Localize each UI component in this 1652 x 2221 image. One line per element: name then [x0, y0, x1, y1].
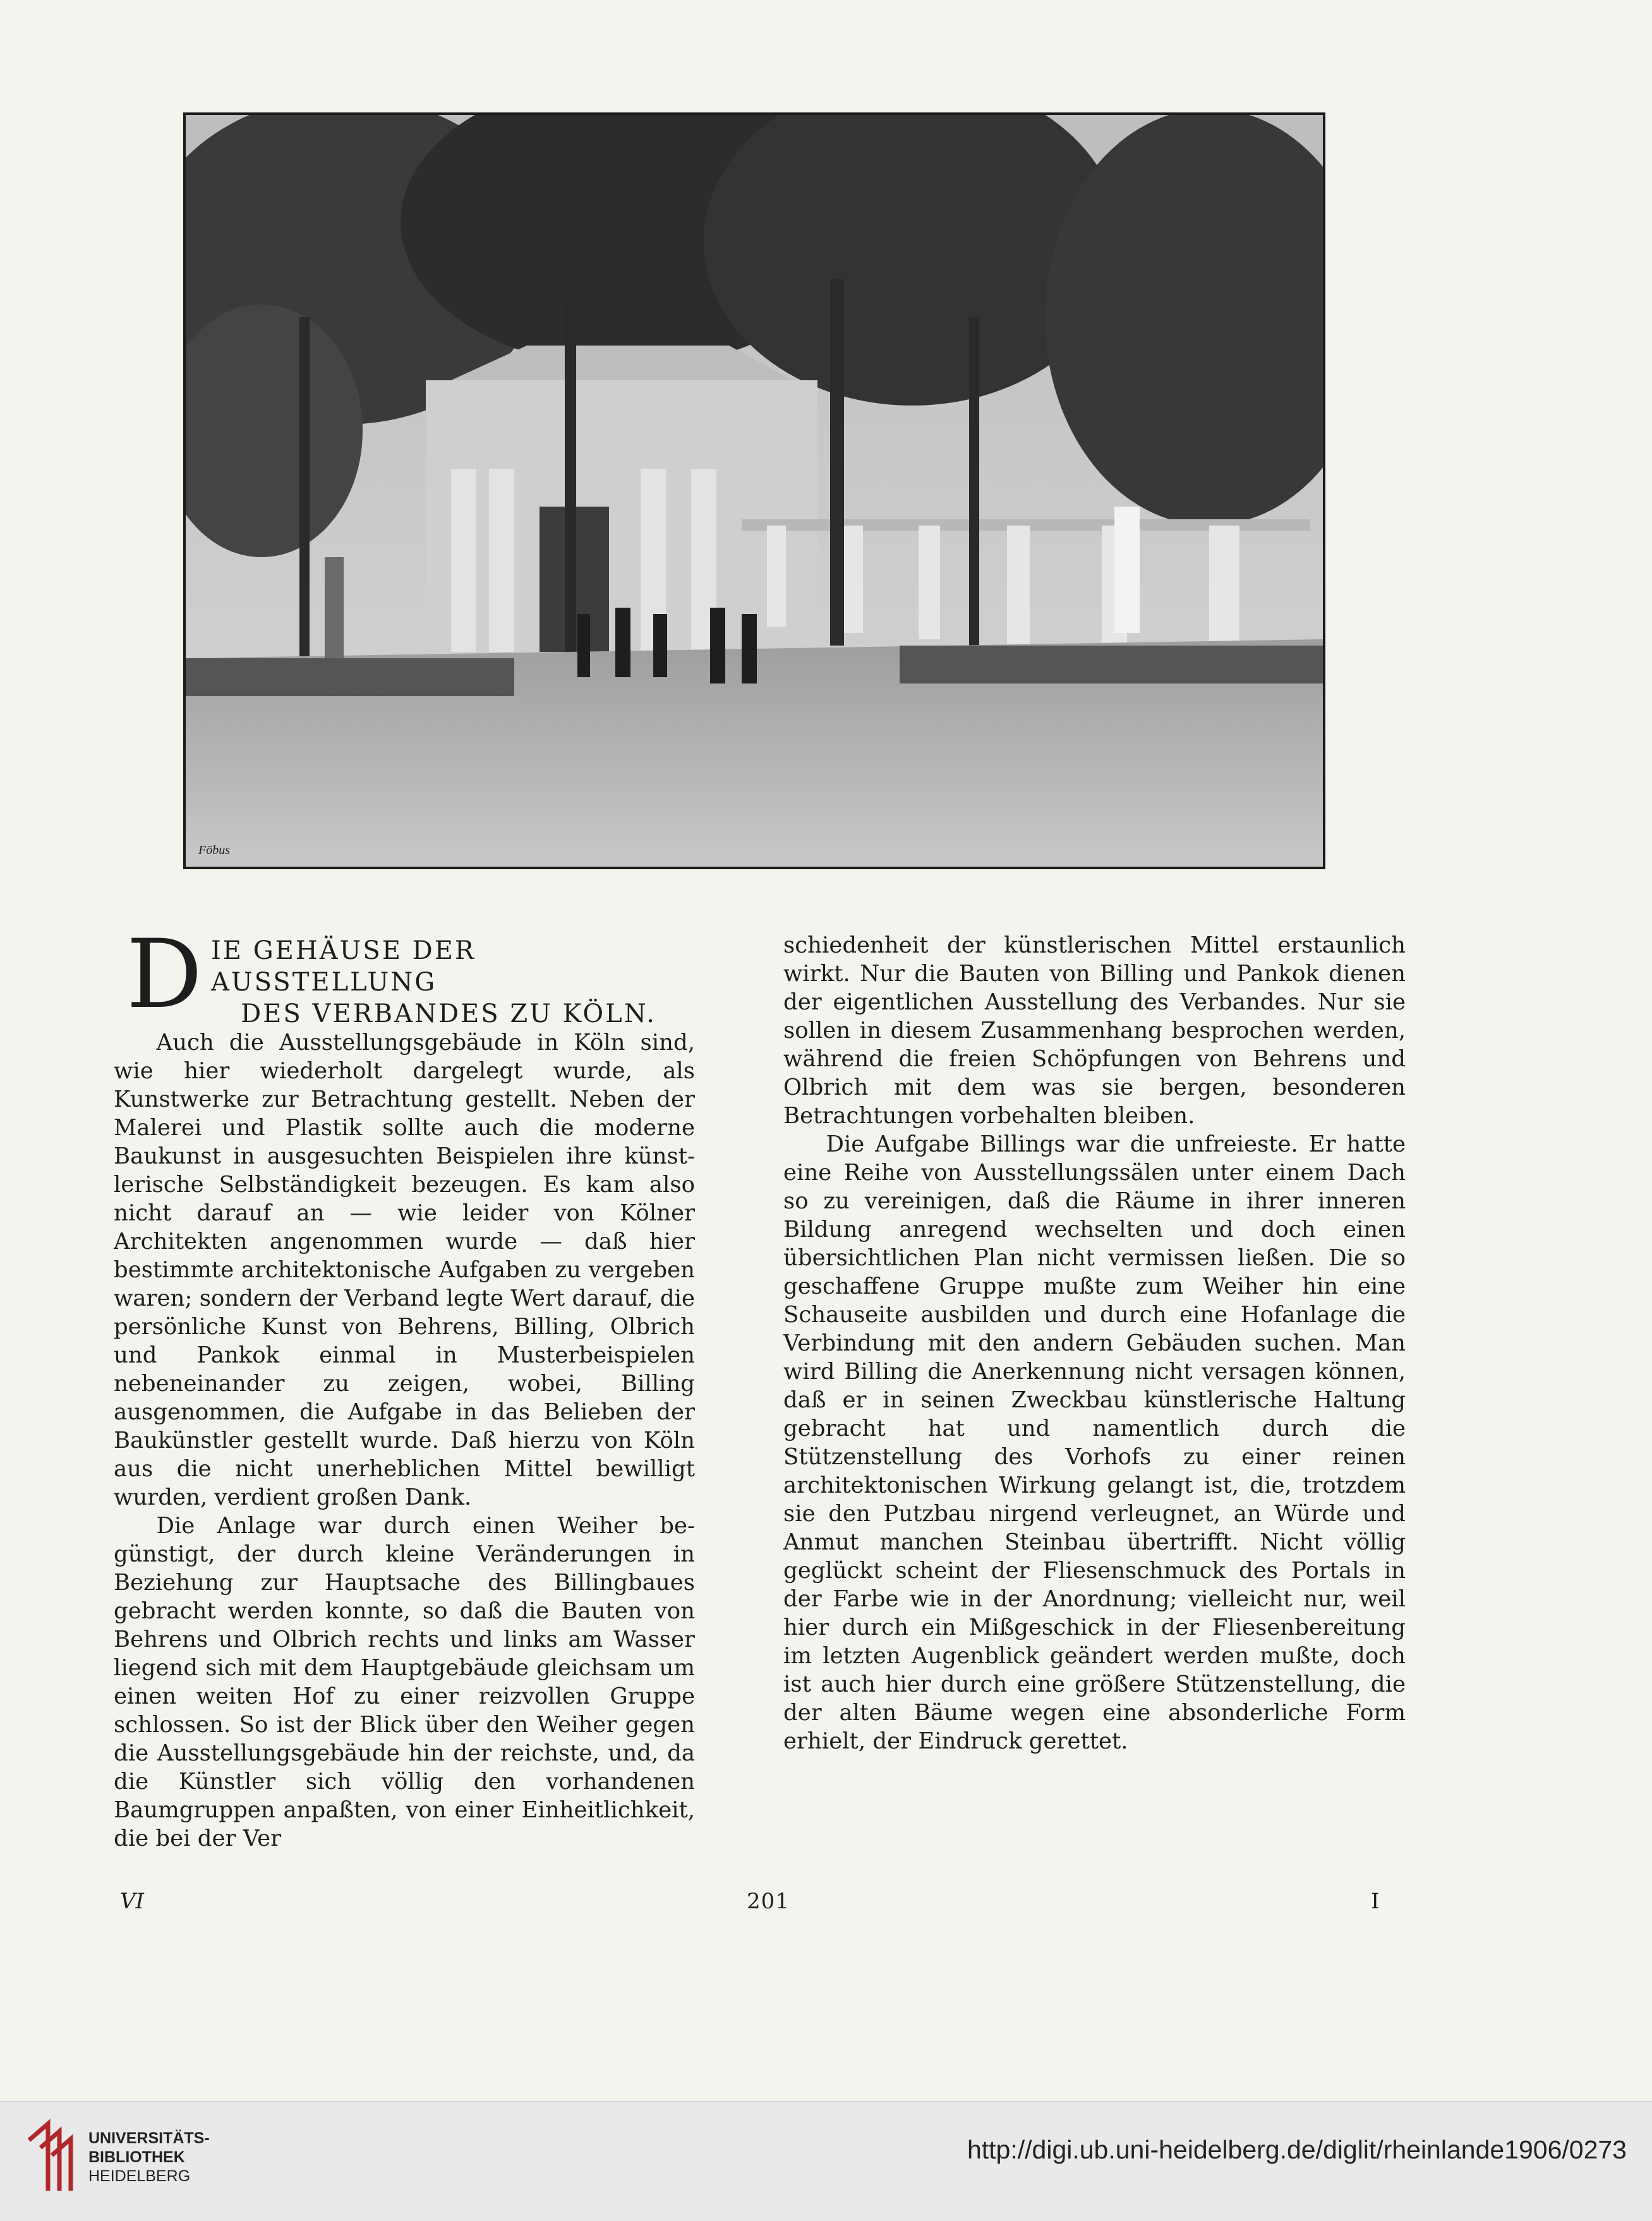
library-name-line-2: BIBLIOTHEK	[88, 2148, 185, 2166]
left-column	[114, 920, 695, 1853]
drop-cap: D	[126, 920, 203, 1030]
exhibition-photo	[183, 112, 1325, 869]
library-bar	[0, 2101, 1652, 2221]
library-name-line-3: HEIDELBERG	[88, 2167, 191, 2185]
paragraph: schiedenheit der künstlerischen Mittel erstaunlich wirkt. Nur die Bauten von Billing und Pankok dienen der eigentlichen Ausstellung des Verbandes. Nur sie sollen in diesem Zusammenhang besprochen werden, während die freien Schöpfungen von Behrens und Olbrich mit dem was sie bergen, besonderen Betrachtungen vorbehalten bleiben.	[783, 932, 1406, 1129]
paragraph: Die Aufgabe Billings war die unfreieste. Er hatte eine Reihe von Ausstellungssälen unter einem Dach so zu vereinigen, daß die Räume in ihrer inneren Bildung anregend wechselten und doch einen übersichtlichen Plan nicht vermissen ließen. Die so geschaffene Gruppe mußte zum Weiher hin eine Schauseite ausbilden und durch eine Hofanlage die Verbindung mit den andern Gebäuden suchen. Man wird Billing die Anerkennung nicht versagen können, daß er in seinen Zweckbau künstlerische Haltung gebracht hat und namentlich durch die Stützenstellung des Vorhofs zu einer reinen architektonischen Wirkung gelangt ist, die, trotzdem sie den Putzbau nirgend verleugnet, an Würde und Anmut manchen Steinbau übertrifft. Nicht völlig geglückt scheint der Fliesenschmuck des Portals in der Farbe wie in der Anordnung; vielleicht nur, weil hier durch ein Mißgeschick in der Fliesenbereitung im letzten Augenblick geändert werden mußte, doch ist auch hier durch eine größere Stützenstellung, die der alten Bäume wegen eine absonderliche Form erhielt, der Eindruck gerettet.	[783, 1131, 1406, 1754]
sheet-mark: I	[1371, 1889, 1380, 1914]
heading-text	[196, 935, 701, 1030]
heading-line-1: IE GEHÄUSE DER AUSSTELLUNG	[211, 936, 476, 997]
photo-illustration	[186, 115, 1323, 867]
photo-signature: Föbus	[198, 843, 230, 857]
library-name[interactable]	[88, 2129, 210, 2186]
sheet-signature: VI	[120, 1889, 144, 1914]
right-column	[783, 931, 1406, 1755]
paragraph: Auch die Ausstellungsgebäude in Köln sind, wie hier wiederholt dargelegt wurde, als Kunstwerke zur Betrachtung gestellt. Neben der Malerei und Plastik sollte auch die moderne Baukunst in ausgesuchten Beispielen ihre künstlerische Selbständigkeit bezeugen. Es kam also nicht darauf an — wie leider von Kölner Architekten angenommen wurde — daß hier bestimmte architektonische Aufgaben zu vergeben waren; sondern der Verband legte Wert darauf, die persönliche Kunst von Behrens, Billing, Olbrich und Pankok einmal in Musterbeispielen nebeneinander zu zeigen, wobei, Billing ausgenommen, die Aufgabe in das Belieben der Baukünstler gestellt wurde. Daß hierzu von Köln aus die nicht unerheblichen Mittel bewilligt wurden, verdient großen Dank.	[114, 1030, 695, 1510]
paragraph: Die Anlage war durch einen Weiher begünstigt, der durch kleine Veränderungen in Beziehung zur Hauptsache des Billingbaues gebracht werden konnte, so daß die Bauten von Behrens und Olbrich rechts und links am Wasser liegend sich mit dem Hauptgebäude gleichsam um einen weiten Hof zu einer reizvollen Gruppe schlossen. So ist der Blick über den Weiher gegen die Ausstellungsgebäude hin der reichste, und, da die Künstler sich völlig den vorhandenen Baumgruppen anpaßten, von einer Einheitlichkeit, die bei der Ver	[114, 1513, 695, 1851]
library-name-line-1: UNIVERSITÄTS-	[88, 2129, 210, 2147]
article-heading	[114, 920, 695, 1030]
heading-line-2: DES VERBANDES ZU KÖLN.	[241, 999, 656, 1028]
university-library-logo-icon[interactable]	[23, 2115, 77, 2197]
page-number: 201	[747, 1889, 790, 1914]
document-url-link[interactable]: http://digi.ub.uni-heidelberg.de/diglit/rheinlande1906/0273	[967, 2135, 1627, 2164]
